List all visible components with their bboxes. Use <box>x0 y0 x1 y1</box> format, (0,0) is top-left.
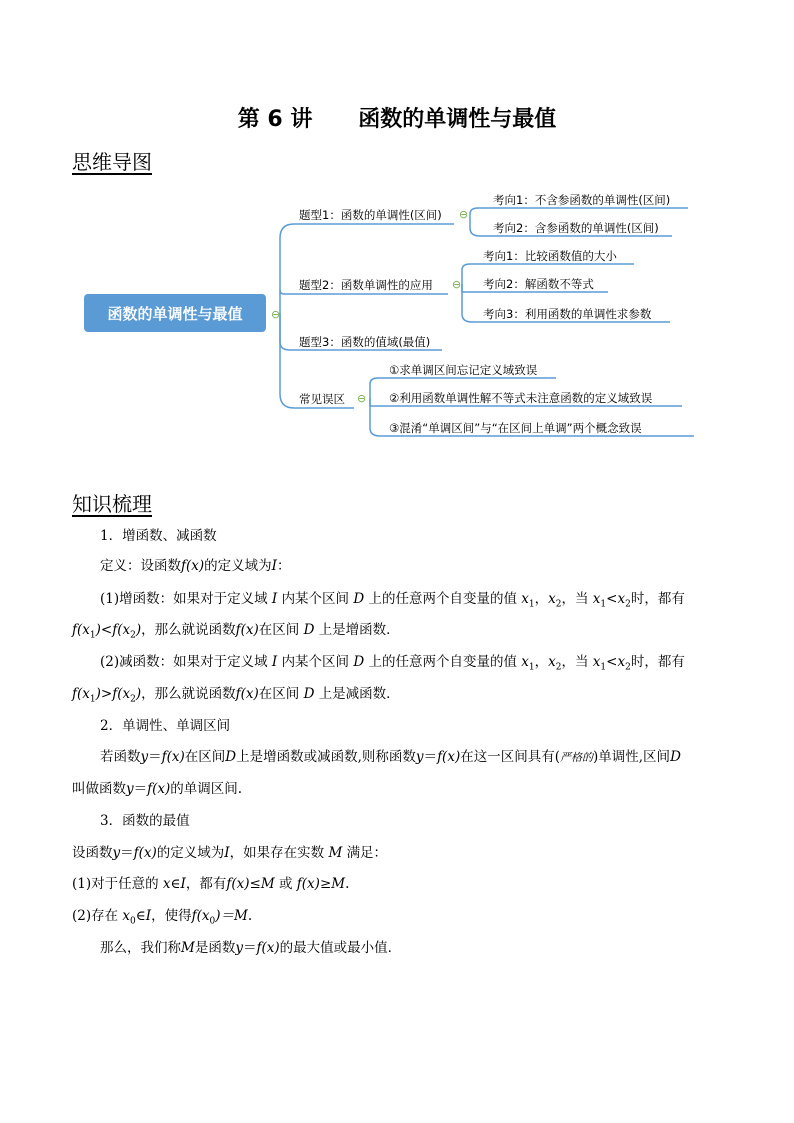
paragraph-monotonic-cont: 叫做函数y＝f(x)的单调区间. <box>72 781 243 797</box>
child-label: ②利用函数单调性解不等式未注意函数的定义域致误 <box>389 391 653 405</box>
paragraph-maximum: 设函数y＝f(x)的定义域为I，如果存在实数 M 满足： <box>72 845 388 861</box>
child-label: 考向3：利用函数的单调性求参数 <box>483 307 652 321</box>
mindmap-heading: 思维导图 <box>72 150 152 174</box>
child-label: ③混淆“单调区间”与“在区间上单调”两个概念致误 <box>389 421 642 435</box>
collapse-icon[interactable]: ⊖ <box>357 392 367 405</box>
paragraph-decreasing-cont: $f(x_1)>f(x_2)$，那么就说函数f(x)在区间 D 上是减函数． <box>72 686 400 705</box>
mind-map <box>0 180 794 450</box>
paragraph-increasing-cont: $f(x_1)<f(x_2)$，那么就说函数f(x)在区间 D 上是增函数． <box>72 622 400 641</box>
child-label: 考向1：不含参函数的单调性(区间) <box>493 193 671 207</box>
paragraph-monotonic: 若函数y＝f(x)在区间D上是增函数或减函数,则称函数y＝f(x)在这一区间具有(严格的)单调性,区间D <box>100 749 681 765</box>
mindmap-connectors-l1 <box>280 224 454 408</box>
paragraph-conclusion: 那么，我们称M是函数y＝f(x)的最大值或最小值． <box>100 940 402 956</box>
condition-1: (1)对于任意的 x∈I，都有f(x)≤M 或 f(x)≥M. <box>72 876 350 892</box>
mindmap-root: 函数的单调性与最值 <box>107 305 243 323</box>
branch-label-2: 题型2：函数单调性的应用 <box>299 278 433 292</box>
collapse-icon[interactable]: ⊖ <box>452 278 462 291</box>
child-label: 考向2：含参函数的单调性(区间) <box>493 221 659 235</box>
paragraph-decreasing: (2)减函数：如果对于定义域 I 内某个区间 D 上的任意两个自变量的值 $x_1$，$x_2$，当 $x_1<x_2$时，都有 <box>100 654 685 673</box>
collapse-icon[interactable]: ⊖ <box>271 308 281 321</box>
knowledge-heading: 知识梳理 <box>72 492 152 516</box>
child-label: 考向1：比较函数值的大小 <box>483 249 617 263</box>
page-title: 第 6 讲 函数的单调性与最值 <box>237 107 557 132</box>
paragraph-definition: 定义：设函数f(x)的定义域为I： <box>100 558 291 574</box>
condition-2: (2)存在 $x_0\in I$，使得$f(x_0)=M$. <box>72 908 253 927</box>
branch-label-4: 常见误区 <box>299 392 345 406</box>
branch-label-1: 题型1：函数的单调性(区间) <box>299 208 442 222</box>
child-label: ①求单调区间忘记定义域致误 <box>389 363 538 377</box>
heading-1: 1．增函数、减函数 <box>100 528 217 544</box>
paragraph-increasing: (1)增函数：如果对于定义域 I 内某个区间 D 上的任意两个自变量的值 $x_1$，$x_2$，当 $x_1<x_2$时，都有 <box>100 591 685 610</box>
child-label: 考向2：解函数不等式 <box>483 277 594 291</box>
heading-2: 2．单调性、单调区间 <box>100 718 231 734</box>
collapse-icon[interactable]: ⊖ <box>459 208 469 221</box>
heading-3: 3．函数的最值 <box>100 813 190 829</box>
branch-label-3: 题型3：函数的值域(最值) <box>299 335 431 349</box>
